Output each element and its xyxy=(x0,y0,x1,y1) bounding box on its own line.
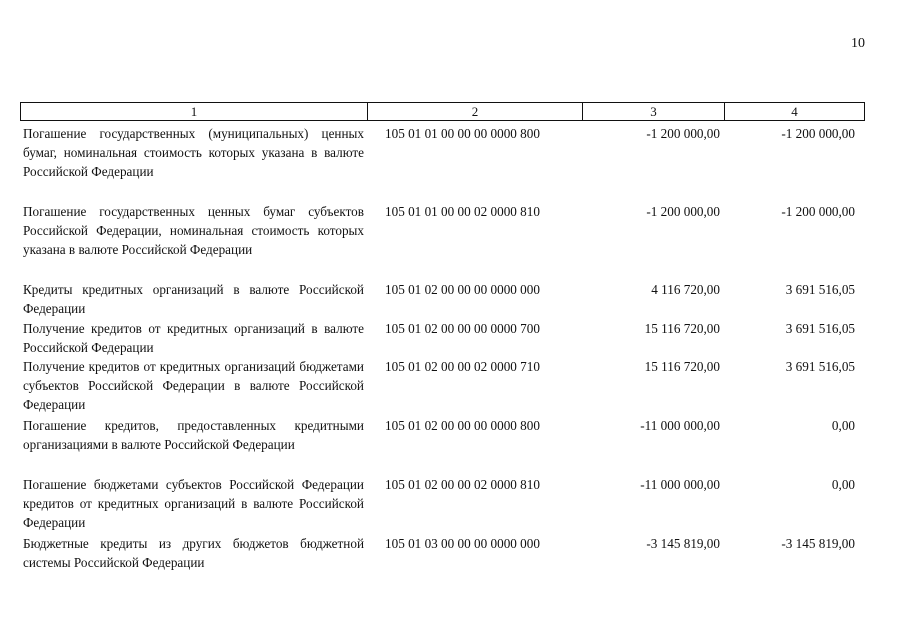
row-value-4: 3 691 516,05 xyxy=(785,359,855,374)
row-value-4: 3 691 516,05 xyxy=(785,321,855,336)
row-code: 105 01 01 00 00 00 0000 800 xyxy=(385,126,540,141)
table-header-row xyxy=(20,102,865,121)
row-value-3: -1 200 000,00 xyxy=(646,126,720,141)
page-number: 10 xyxy=(851,36,865,51)
row-value-3: -11 000 000,00 xyxy=(640,418,720,433)
row-description: Получение кредитов от кредитных организаций бюджетами субъектов Российской Федерации в валюте Российской Федерации xyxy=(23,359,364,413)
row-value-4: -1 200 000,00 xyxy=(781,204,855,219)
row-code: 105 01 02 00 00 02 0000 710 xyxy=(385,359,540,374)
column-header-2: 2 xyxy=(368,103,583,120)
row-description: Получение кредитов от кредитных организаций в валюте Российской Федерации xyxy=(23,321,364,356)
row-value-3: -1 200 000,00 xyxy=(646,204,720,219)
row-description: Бюджетные кредиты из других бюджетов бюджетной системы Российской Федерации xyxy=(23,536,364,571)
row-code: 105 01 02 00 00 00 0000 000 xyxy=(385,282,540,297)
row-code: 105 01 02 00 00 02 0000 810 xyxy=(385,477,540,492)
row-value-4: 0,00 xyxy=(831,418,855,433)
row-value-3: 15 116 720,00 xyxy=(644,321,720,336)
row-description: Погашение бюджетами субъектов Российской Федерации кредитов от кредитных организаций в валюте Российской Федерации xyxy=(23,477,364,531)
row-value-4: 3 691 516,05 xyxy=(785,282,855,297)
row-description: Кредиты кредитных организаций в валюте Российской Федерации xyxy=(23,282,364,317)
row-value-3: -11 000 000,00 xyxy=(640,477,720,492)
row-code: 105 01 01 00 00 02 0000 810 xyxy=(385,204,540,219)
row-description: Погашение кредитов, предоставленных кредитными организациями в валюте Российской Федерации xyxy=(23,418,364,453)
row-value-3: 4 116 720,00 xyxy=(651,282,720,297)
column-header-1: 1 xyxy=(21,103,368,120)
row-description: Погашение государственных ценных бумаг субъектов Российской Федерации, номинальная стоимость которых указана в валюте Российской Федерации xyxy=(23,204,364,258)
row-value-3: -3 145 819,00 xyxy=(646,536,720,551)
row-value-4: 0,00 xyxy=(831,477,855,492)
row-code: 105 01 02 00 00 00 0000 700 xyxy=(385,321,540,336)
row-value-4: -3 145 819,00 xyxy=(781,536,855,551)
row-value-3: 15 116 720,00 xyxy=(644,359,720,374)
row-description: Погашение государственных (муниципальных) ценных бумаг, номинальная стоимость которых указана в валюте Российской Федерации xyxy=(23,126,364,180)
row-code: 105 01 02 00 00 00 0000 800 xyxy=(385,418,540,433)
column-header-3: 3 xyxy=(583,103,725,120)
row-value-4: -1 200 000,00 xyxy=(781,126,855,141)
row-code: 105 01 03 00 00 00 0000 000 xyxy=(385,536,540,551)
column-header-4: 4 xyxy=(791,104,798,119)
